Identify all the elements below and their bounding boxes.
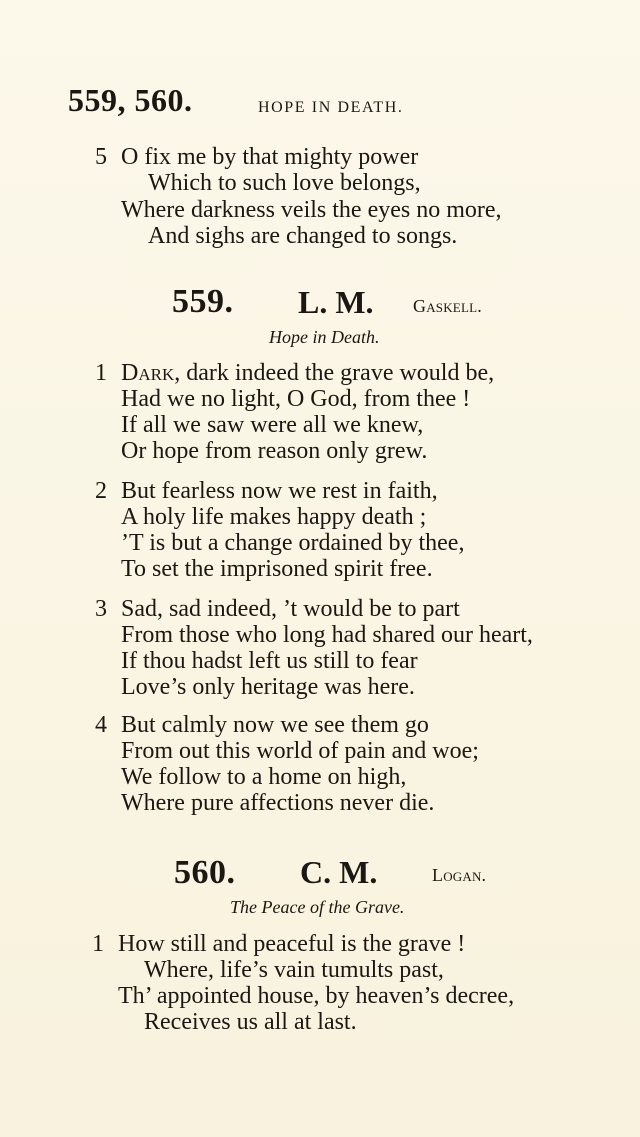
- carryover-line-4: And sighs are changed to songs.: [148, 223, 458, 249]
- hymn-560-verse-1-line-1: How still and peaceful is the grave !: [118, 931, 466, 957]
- hymn-559-verse-1-line-3: If all we saw were all we knew,: [121, 412, 424, 438]
- hymn-560-verse-1-line-2: Where, life’s vain tumults past,: [144, 957, 444, 983]
- hymn-559-verse-1-line-1: [121, 361, 494, 385]
- hymn-559-verse-2-number: 2: [95, 478, 107, 504]
- hymn-559-verse-3-line-2: From those who long had shared our heart,: [121, 622, 533, 648]
- carryover-verse-number: 5: [95, 144, 107, 170]
- running-title: HOPE IN DEATH.: [258, 99, 404, 116]
- hymn-560-number: 560.: [174, 854, 236, 891]
- page-number: 559, 560.: [68, 82, 193, 118]
- hymn-559-verse-1-line-4: Or hope from reason only grew.: [121, 438, 428, 464]
- hymn-559-verse-4-line-2: From out this world of pain and woe;: [121, 738, 479, 764]
- hymn-559-verse-2-line-2: A holy life makes happy death ;: [121, 504, 427, 530]
- hymn-559-verse-1-number: 1: [95, 360, 107, 386]
- hymn-560-verse-1-line-3: Th’ appointed house, by heaven’s decree,: [118, 983, 515, 1009]
- hymn-560-verse-1-number: 1: [92, 931, 104, 957]
- hymn-559-verse-2-line-4: To set the imprisoned spirit free.: [121, 556, 433, 582]
- hymn-559-verse-4-line-1: But calmly now we see them go: [121, 712, 429, 738]
- hymn-559-verse-4-line-3: We follow to a home on high,: [121, 764, 407, 790]
- hymn-559-verse-3-line-3: If thou hadst left us still to fear: [121, 648, 418, 674]
- hymn-559-verse-2-line-3: ’T is but a change ordained by thee,: [121, 530, 465, 556]
- carryover-line-1: O fix me by that mighty power: [121, 144, 419, 170]
- hymn-559-verse-1-line-2: Had we no light, O God, from thee !: [121, 386, 471, 412]
- hymn-559-verse-4-number: 4: [95, 712, 107, 738]
- hymn-560-title: The Peace of the Grave.: [230, 897, 405, 917]
- hymn-559-verse-3-line-1: Sad, sad indeed, ’t would be to part: [121, 596, 460, 622]
- hymn-560-meter: C. M.: [300, 854, 378, 890]
- hymn-559-title: Hope in Death.: [269, 327, 380, 347]
- hymn-559-verse-3-line-4: Love’s only heritage was here.: [121, 674, 415, 700]
- hymn-559-verse-2-line-1: But fearless now we rest in faith,: [121, 478, 438, 504]
- hymn-559-verse-4-line-4: Where pure affections never die.: [121, 790, 435, 816]
- hymn-559-number: 559.: [172, 283, 234, 320]
- hymn-560-verse-1-line-4: Receives us all at last.: [144, 1009, 357, 1035]
- carryover-line-3: Where darkness veils the eyes no more,: [121, 197, 502, 223]
- hymn-559-verse-3-number: 3: [95, 596, 107, 622]
- hymn-559-meter: L. M.: [298, 284, 374, 320]
- hymn-559-verse-1-line-1-text: dark indeed the grave would be,: [180, 360, 495, 386]
- hymn-559-tune: Gaskell.: [413, 296, 482, 316]
- hymn-560-tune: Logan.: [432, 865, 487, 885]
- hymn-559-dark-word: Dark,: [121, 360, 181, 386]
- carryover-line-2: Which to such love belongs,: [148, 170, 421, 196]
